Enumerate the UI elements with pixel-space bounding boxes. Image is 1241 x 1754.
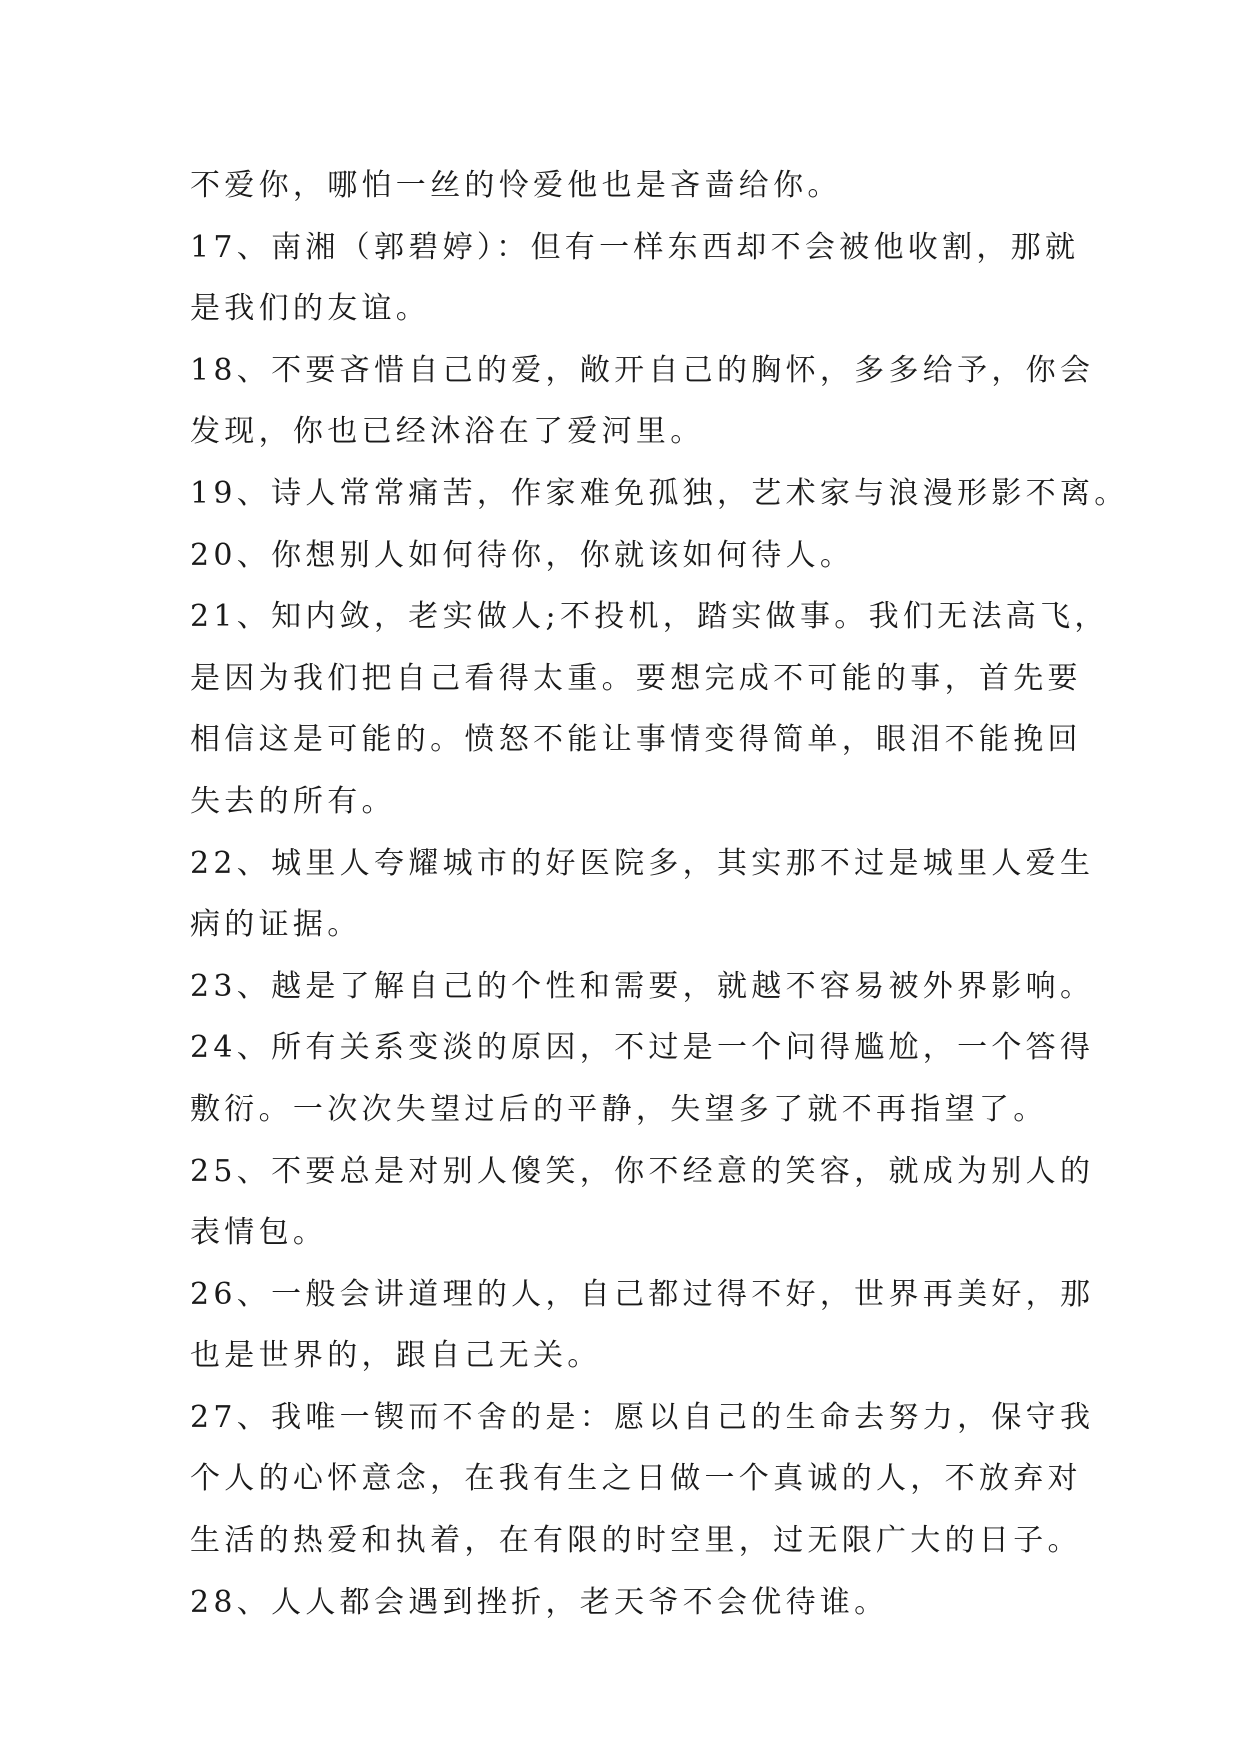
text-line: 表情包。 [190, 1215, 328, 1251]
text-line: 22、城里人夸耀城市的好医院多，其实那不过是城里人爱生 [190, 845, 1095, 881]
text-line: 23、越是了解自己的个性和需要，就越不容易被外界影响。 [190, 968, 1095, 1004]
text-line: 26、一般会讲道理的人，自己都过得不好，世界再美好，那 [190, 1276, 1095, 1312]
text-line: 发现，你也已经沐浴在了爱河里。 [190, 414, 705, 450]
text-line: 是我们的友谊。 [190, 291, 431, 327]
text-line: 生活的热爱和执着，在有限的时空里，过无限广大的日子。 [190, 1523, 1082, 1559]
text-line: 21、知内敛，老实做人;不投机，踏实做事。我们无法高飞， [190, 599, 1109, 635]
text-line: 25、不要总是对别人傻笑，你不经意的笑容，就成为别人的 [190, 1153, 1095, 1189]
text-line: 病的证据。 [190, 907, 362, 943]
text-line: 是因为我们把自己看得太重。要想完成不可能的事，首先要 [190, 660, 1082, 696]
text-line: 28、人人都会遇到挫折，老天爷不会优待谁。 [190, 1584, 889, 1620]
text-line: 相信这是可能的。愤怒不能让事情变得简单，眼泪不能挽回 [190, 722, 1082, 758]
text-line: 敷衍。一次次失望过后的平静，失望多了就不再指望了。 [190, 1091, 1048, 1127]
text-line: 19、诗人常常痛苦，作家难免孤独，艺术家与浪漫形影不离。 [190, 475, 1129, 511]
text-line: 失去的所有。 [190, 783, 396, 819]
text-line: 不爱你，哪怕一丝的怜爱他也是吝啬给你。 [190, 168, 842, 203]
text-line: 17、南湘（郭碧婷）：但有一样东西却不会被他收割，那就 [190, 229, 1080, 265]
text-line: 20、你想别人如何待你，你就该如何待人。 [190, 537, 855, 573]
text-line: 24、所有关系变淡的原因，不过是一个问得尴尬，一个答得 [190, 1030, 1095, 1066]
text-line: 个人的心怀意念，在我有生之日做一个真诚的人，不放弃对 [190, 1461, 1082, 1497]
document-body [190, 155, 1129, 1633]
text-line: 27、我唯一锲而不舍的是：愿以自己的生命去努力，保守我 [190, 1399, 1095, 1435]
text-line: 也是世界的，跟自己无关。 [190, 1338, 602, 1374]
text-line: 18、不要吝惜自己的爱，敞开自己的胸怀，多多给予，你会 [190, 352, 1095, 388]
